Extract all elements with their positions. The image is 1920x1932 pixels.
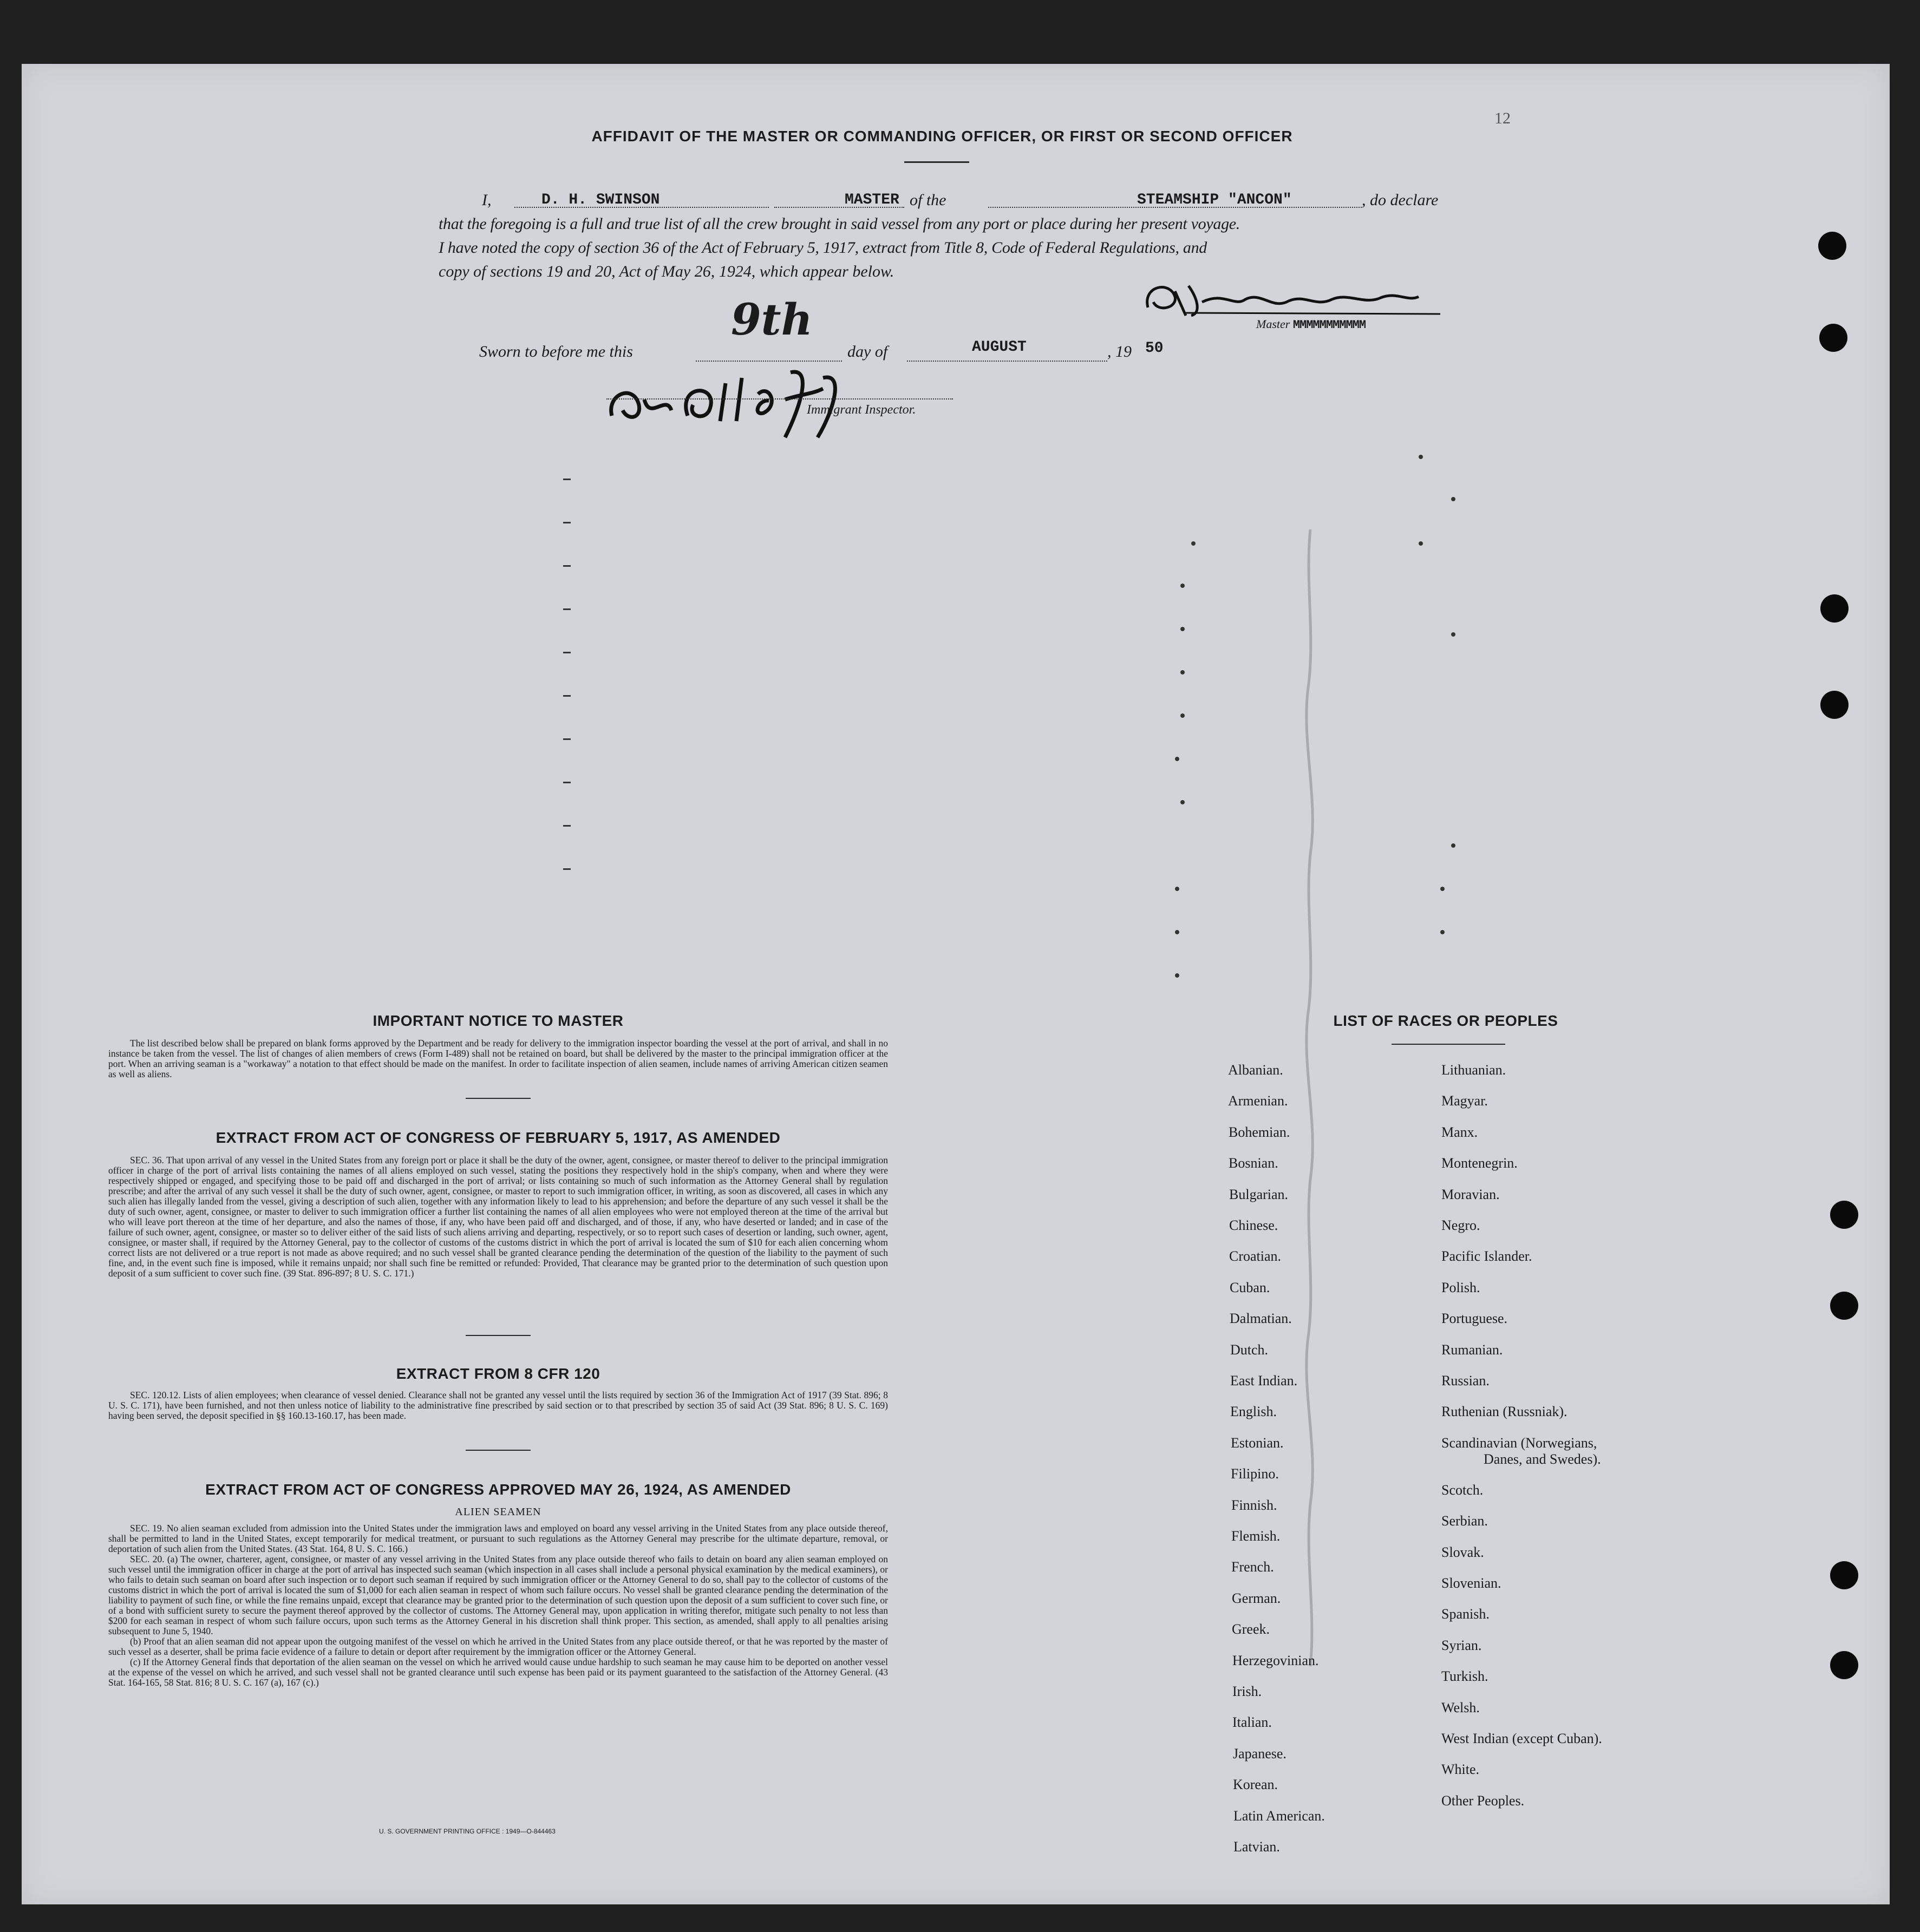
stray-dot (563, 479, 571, 480)
race-item: Montenegrin. (1441, 1155, 1518, 1171)
race-item: Scotch. (1441, 1482, 1484, 1498)
rank-dotted-line (774, 207, 904, 208)
race-item: Other Peoples. (1441, 1792, 1525, 1809)
race-item: Bosnian. (1229, 1155, 1278, 1171)
stray-dot (1175, 930, 1179, 934)
stray-dot (563, 738, 571, 740)
race-item: Serbian. (1441, 1513, 1488, 1529)
stray-dot (1180, 713, 1185, 718)
race-item: Flemish. (1231, 1528, 1281, 1544)
race-item: French. (1231, 1559, 1274, 1575)
affidavit-line1 (482, 188, 1500, 212)
printer-imprint: U. S. GOVERNMENT PRINTING OFFICE : 1949—O-844463 (379, 1828, 556, 1835)
race-item: Irish. (1232, 1684, 1262, 1699)
race-item: West Indian (except Cuban). (1441, 1731, 1602, 1746)
master-name: D. H. SWINSON (541, 192, 660, 208)
stray-dot (563, 565, 571, 567)
inspector-dotted-line (606, 398, 953, 400)
extract-1917-rule (466, 1335, 531, 1336)
notice-heading: IMPORTANT NOTICE TO MASTER (373, 1012, 624, 1029)
race-item: English. (1230, 1404, 1277, 1420)
race-item: Italian. (1232, 1714, 1272, 1731)
cfr-rule (466, 1450, 531, 1451)
punch-hole (1820, 594, 1849, 623)
stray-dot (563, 868, 571, 870)
extract-1917-body (108, 1155, 888, 1279)
stray-dot (563, 608, 571, 610)
race-item: Croatian. (1229, 1248, 1282, 1265)
race-item: White. (1441, 1761, 1480, 1778)
affidavit-line2: that the foregoing is a full and true list of all the crew brought in said vessel from any port or place during her present voyage. (439, 215, 1240, 233)
race-item: Portuguese. (1441, 1311, 1508, 1327)
sworn-pre: Sworn to before me this (479, 343, 633, 361)
race-item: Herzegovinian. (1232, 1652, 1319, 1668)
race-item: Lithuanian. (1441, 1062, 1506, 1078)
month-dotted-line (907, 361, 1107, 362)
vessel-dotted-line (988, 207, 1362, 208)
race-item: Negro. (1441, 1217, 1480, 1233)
race-item: Scandinavian (Norwegians, (1441, 1435, 1597, 1451)
sec19-paragraph: SEC. 19. No alien seaman excluded from admission into the United States under the immigration laws and employed on board any vessel arriving in the United States from any place outside thereof, shall be permitted to land in the United States, except temporarily for medical treatment, or pursuant to such regulations as the Attorney General may prescribe for the ultimate departure, removal, or deportation of such alien from the United States. (43 Stat. 164, 8 U. S. C. 166.) (108, 1523, 888, 1554)
race-item: Finnish. (1231, 1497, 1277, 1513)
race-item: Welsh. (1441, 1699, 1480, 1715)
race-item: Ruthenian (Russniak). (1441, 1404, 1568, 1420)
vessel-name: STEAMSHIP "ANCON" (1137, 192, 1292, 208)
races-heading: LIST OF RACES OR PEOPLES (1333, 1012, 1558, 1029)
name-dotted-line (514, 207, 769, 208)
master-rank: MASTER (845, 192, 899, 208)
alien-seamen-subheading: ALIEN SEAMEN (455, 1506, 541, 1518)
stray-dot (563, 522, 571, 523)
stray-dot (1451, 632, 1455, 637)
stray-dot (1180, 627, 1185, 631)
race-item: Magyar. (1441, 1093, 1488, 1109)
race-item: Estonian. (1231, 1435, 1284, 1451)
year-suffix: 50 (1145, 340, 1164, 357)
punch-hole (1830, 1201, 1858, 1229)
race-item: Greek. (1232, 1621, 1270, 1638)
race-item: Cuban. (1230, 1279, 1270, 1295)
do-declare-text: , do declare (1362, 191, 1439, 209)
race-item: Rumanian. (1441, 1341, 1503, 1358)
race-item: Armenian. (1228, 1093, 1288, 1109)
race-item: Chinese. (1229, 1217, 1278, 1233)
pencil-ticks (1289, 519, 1332, 1677)
notice-rule (466, 1098, 531, 1099)
race-item: Polish. (1441, 1279, 1480, 1295)
extract-1917-paragraph: SEC. 36. That upon arrival of any vessel in the United States from any foreign port or place it shall be the duty of the owner, agent, consignee, or master thereof to deliver to the principal immigration officer in charge of the port of arrival lists containing the names of all aliens employed on such vessel, stating the positions they respectively hold in the ship's company, when and where they were respectively shipped or engaged, and specifying those to be paid off and discharged in the port of arrival; or lists containing so much of such information as the Attorney General shall by regulation prescribe; and after the arrival of any such vessel it shall be the duty of such owner, agent, consignee, or master to report to such immigration officer, in writing, as soon as discovered, all cases in which any such alien has illegally landed from the vessel, giving a description of such alien, together with any information likely to lead to his apprehension; and before the departure of any such vessel it shall be the duty of such owner, agent, consignee, or master to deliver to such immigration officer a further list containing the names of all alien employees who were not employed thereon at the time of the arrival but who will leave port thereon at the time of her departure, and also the names of those, if any, who have been paid off and discharged, and of those, if any, who have deserted or landed; and in case of the failure of such owner, agent, consignee, or master so to deliver either of the said lists of such aliens arriving and departing, respectively, or so to report such cases of desertion or landing, such owner, agent, consignee, or master shall, if required by the Attorney General, pay to the collector of customs of the customs district in which the port of arrival is located the sum of $10 for each alien concerning whom correct lists are not delivered or a true report is not made as above required; and no such vessel shall be granted clearance pending the determination of the question of the liability to the payment of such fine, and, in the event such fine is imposed, while it remains unpaid; nor shall such fine be remitted or refunded: Provided, That clearance may be granted prior to the determination of such question upon deposit of a sum sufficient to cover such fine. (39 Stat. 896-897; 8 U. S. C. 171.) (108, 1155, 888, 1279)
notice-paragraph: The list described below shall be prepared on blank forms approved by the Department and be ready for delivery to the immigration inspector boarding the vessel at the port of arrival, and shall in no instance be taken from the vessel. The list of changes of alien members of crews (Form I-489) shall not be retained on board, but shall be delivered by the master to the principal immigration officer at the port. When an arriving seaman is a "workaway" a notation to that effect should be made on the manifest. In order to facilitate inspection of alien seamen, include names of arriving American citizen seamen as well as aliens. (108, 1038, 888, 1079)
inspector-signature (596, 362, 899, 443)
affidavit-i: I, (482, 191, 492, 209)
stray-dot (563, 825, 571, 827)
stray-dot (1180, 670, 1185, 674)
corner-mark: 12 (1494, 109, 1511, 127)
affidavit-title: AFFIDAVIT OF THE MASTER OR COMMANDING OFFICER, OR FIRST OR SECOND OFFICER (591, 128, 1293, 145)
race-item: Filipino. (1231, 1466, 1279, 1482)
year-prefix: , 19 (1107, 343, 1132, 361)
stray-dot (1419, 455, 1423, 459)
race-item: Manx. (1441, 1124, 1478, 1140)
sec20b-paragraph: (b) Proof that an alien seaman did not appear upon the outgoing manifest of the vessel on which he arrived in the United States from any place outside thereof, or that he was reported by the master of such vessel as a deserter, shall be prima facie evidence of a failure to detain or deport after requirement by the immigration officer or the Attorney General. (108, 1636, 888, 1657)
race-item: Korean. (1233, 1777, 1278, 1793)
sec20c-paragraph: (c) If the Attorney General finds that deportation of the alien seaman on the vessel on which he arrived would cause undue hardship to such seaman he may cause him to be deported on another vessel at the expense of the vessel on which he arrived, and such vessel shall not be granted clearance until such expense has been paid or its payment guaranteed to the satisfaction of the Attorney General. (43 Stat. 164-165, 58 Stat. 816; 8 U. S. C. 167 (a), 167 (c).) (108, 1656, 888, 1688)
race-item: Slovak. (1441, 1544, 1484, 1560)
race-item: Pacific Islander. (1441, 1248, 1532, 1265)
race-item: Latvian. (1233, 1839, 1280, 1855)
race-item: Bohemian. (1229, 1124, 1290, 1140)
stray-dot (1419, 541, 1423, 546)
stray-dot (1451, 843, 1455, 848)
race-item: Dutch. (1230, 1341, 1269, 1358)
race-item: East Indian. (1230, 1373, 1298, 1389)
stray-dot (1175, 973, 1179, 978)
race-item: Latin American. (1233, 1807, 1325, 1824)
race-item: Russian. (1441, 1373, 1490, 1389)
cfr-heading: EXTRACT FROM 8 CFR 120 (396, 1365, 600, 1382)
affidavit-line3: I have noted the copy of section 36 of the Act of February 5, 1917, extract from Title 8, Code of Federal Regulations, and (439, 239, 1207, 257)
extract-1924-body (108, 1523, 888, 1688)
stray-dot (1440, 887, 1445, 891)
race-item: Syrian. (1441, 1637, 1482, 1653)
punch-hole (1820, 691, 1849, 719)
stray-dot (1180, 800, 1185, 804)
day-of-text: day of (847, 343, 888, 361)
stray-dot (1451, 497, 1455, 501)
stray-dot (1440, 930, 1445, 934)
title-rule (904, 161, 969, 163)
document-page (22, 64, 1890, 1904)
affidavit-line4: copy of sections 19 and 20, Act of May 26, 1924, which appear below. (439, 263, 894, 280)
stray-dot (1180, 584, 1185, 588)
cfr-paragraph: SEC. 120.12. Lists of alien employees; when clearance of vessel denied. Clearance shall not be granted any vessel until the lists required by section 36 of the Immigration Act of 1917 (39 Stat. 896; 8 U. S. C. 171), have been furnished, and not then unless notice of liability to the administrative fine prescribed by said section or to that prescribed by section 35 of said Act (39 Stat. 896; 8 U. S. C. 169) having been served, the deposit specified in §§ 160.13-160.17, has been made. (108, 1390, 888, 1421)
notice-body (108, 1038, 888, 1079)
race-item: Danes, and Swedes). (1484, 1451, 1601, 1467)
stray-dot (1175, 887, 1179, 891)
punch-hole (1830, 1651, 1858, 1679)
races-rule (1392, 1044, 1505, 1045)
race-item: Slovenian. (1441, 1575, 1501, 1591)
sworn-month: AUGUST (972, 339, 1027, 356)
of-the-text: of the (910, 191, 946, 209)
sworn-day-handwritten: 9th (731, 294, 813, 345)
extract-1924-heading: EXTRACT FROM ACT OF CONGRESS APPROVED MAY 26, 1924, AS AMENDED (205, 1481, 791, 1498)
master-caption-label: Master (1256, 317, 1290, 331)
punch-hole (1830, 1292, 1858, 1320)
stray-dot (563, 695, 571, 697)
race-item: Turkish. (1441, 1668, 1488, 1685)
punch-hole (1819, 324, 1847, 352)
inspector-caption: Immigrant Inspector. (807, 403, 916, 417)
sec20a-paragraph: SEC. 20. (a) The owner, charterer, agent, consignee, or master of any vessel arriving in the United States from any place outside thereof who fails to detain on board any alien seaman employed on such vessel until the immigration officer in charge at the port of arrival has inspected such seaman (which inspection in all cases shall include a personal physical examination by the medical examiners), or who fails to detain such seaman on board after such inspection or to deport such seaman if required by such immigration officer or the Attorney General to do so, shall pay to the collector of customs of the customs district in which the port of arrival is located the sum of $1,000 for each alien seaman in respect of whom such failure occurs. No vessel shall be granted clearance pending the determination of the liability to payment of such fine, or while the fine remains unpaid, except that clearance may be granted prior to the determination of such question upon the deposit of a sum sufficient to cover such fine, or of a bond with sufficient surety to secure the payment thereof approved by the collector of customs. The Attorney General may, upon application in writing therefor, mitigate such penalty to not less than $200 for each seaman in respect of whom such failure occurs, upon such terms as the Attorney General in his discretion shall think proper. This section, as amended, shall apply to all penalties arising subsequent to June 5, 1940. (108, 1554, 888, 1636)
master-caption-struck: MMMMMMMMMMM (1292, 318, 1366, 332)
extract-1917-heading: EXTRACT FROM ACT OF CONGRESS OF FEBRUARY 5, 1917, AS AMENDED (215, 1129, 781, 1146)
stray-dot (563, 652, 571, 653)
cfr-body (108, 1390, 888, 1421)
stray-dot (563, 782, 571, 783)
race-item: German. (1232, 1590, 1281, 1606)
stray-dot (1175, 757, 1179, 761)
race-item: Moravian. (1441, 1186, 1500, 1202)
master-caption (1256, 317, 1366, 332)
race-item: Dalmatian. (1230, 1311, 1292, 1327)
punch-hole (1830, 1561, 1858, 1589)
race-item: Bulgarian. (1229, 1186, 1289, 1202)
race-item: Japanese. (1233, 1745, 1286, 1761)
race-item: Albanian. (1228, 1062, 1283, 1078)
race-item: Spanish. (1441, 1606, 1490, 1622)
punch-hole (1818, 232, 1846, 260)
stray-dot (1191, 541, 1196, 546)
